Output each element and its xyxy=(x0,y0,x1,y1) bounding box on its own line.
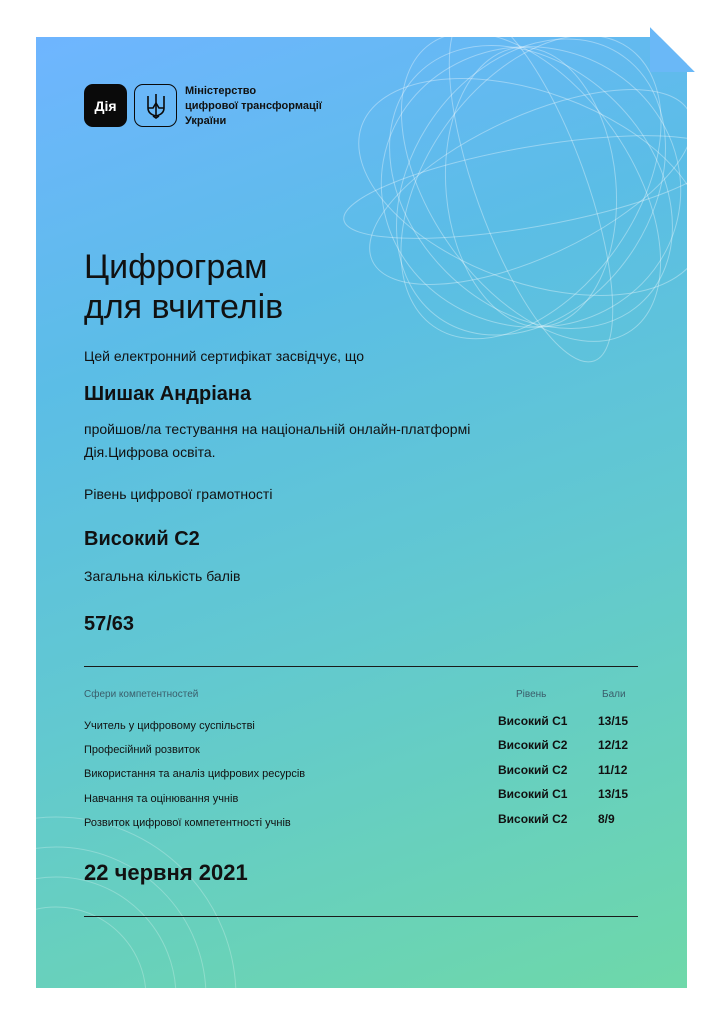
ministry-name xyxy=(185,84,322,129)
row-level: Високий С1 xyxy=(498,787,568,801)
table-header-area: Сфери компетентностей xyxy=(84,689,199,700)
title-line: для вчителів xyxy=(84,288,284,326)
certificate-title xyxy=(84,247,283,327)
row-area: Професійний розвиток xyxy=(84,744,200,756)
certificate-card xyxy=(36,37,687,988)
row-score: 13/15 xyxy=(598,714,629,728)
description-line: Дія.Цифрова освіта. xyxy=(84,444,216,460)
intro-text: Цей електронний сертифікат засвідчує, що xyxy=(84,348,365,364)
table-header-score: Бали xyxy=(602,689,626,700)
ministry-line: України xyxy=(185,115,227,127)
row-score: 13/15 xyxy=(598,787,629,801)
diia-logo: Дія xyxy=(84,84,127,127)
row-area: Розвиток цифрової компетентності учнів xyxy=(84,817,291,829)
decorative-wire-sphere xyxy=(36,37,687,988)
row-score: 12/12 xyxy=(598,738,629,752)
row-score: 8/9 xyxy=(598,812,615,826)
level-value: Високий С2 xyxy=(84,528,200,550)
row-score: 11/12 xyxy=(598,763,628,777)
certificate-date: 22 червня 2021 xyxy=(84,860,248,885)
ministry-line: Міністерство xyxy=(185,85,257,97)
total-label: Загальна кількість балів xyxy=(84,568,241,584)
trident-emblem-icon xyxy=(134,84,177,127)
row-level: Високий С2 xyxy=(498,763,568,777)
divider xyxy=(84,666,638,667)
row-area: Навчання та оцінювання учнів xyxy=(84,793,239,805)
ministry-line: цифрової трансформації xyxy=(185,100,322,112)
row-area: Учитель у цифровому суспільстві xyxy=(84,720,255,732)
recipient-name: Шишак Андріана xyxy=(84,383,252,405)
page-fold-icon xyxy=(650,27,695,72)
row-level: Високий С2 xyxy=(498,738,568,752)
title-line: Цифрограм xyxy=(84,248,268,286)
description xyxy=(84,418,470,464)
level-label: Рівень цифрової грамотності xyxy=(84,486,273,502)
total-score: 57/63 xyxy=(84,613,135,635)
row-level: Високий С2 xyxy=(498,812,568,826)
table-header-level: Рівень xyxy=(516,689,547,700)
divider xyxy=(84,916,638,917)
description-line: пройшов/ла тестування на національній онлайн-платформі xyxy=(84,421,471,437)
row-level: Високий С1 xyxy=(498,714,568,728)
row-area: Використання та аналіз цифрових ресурсів xyxy=(84,768,306,780)
